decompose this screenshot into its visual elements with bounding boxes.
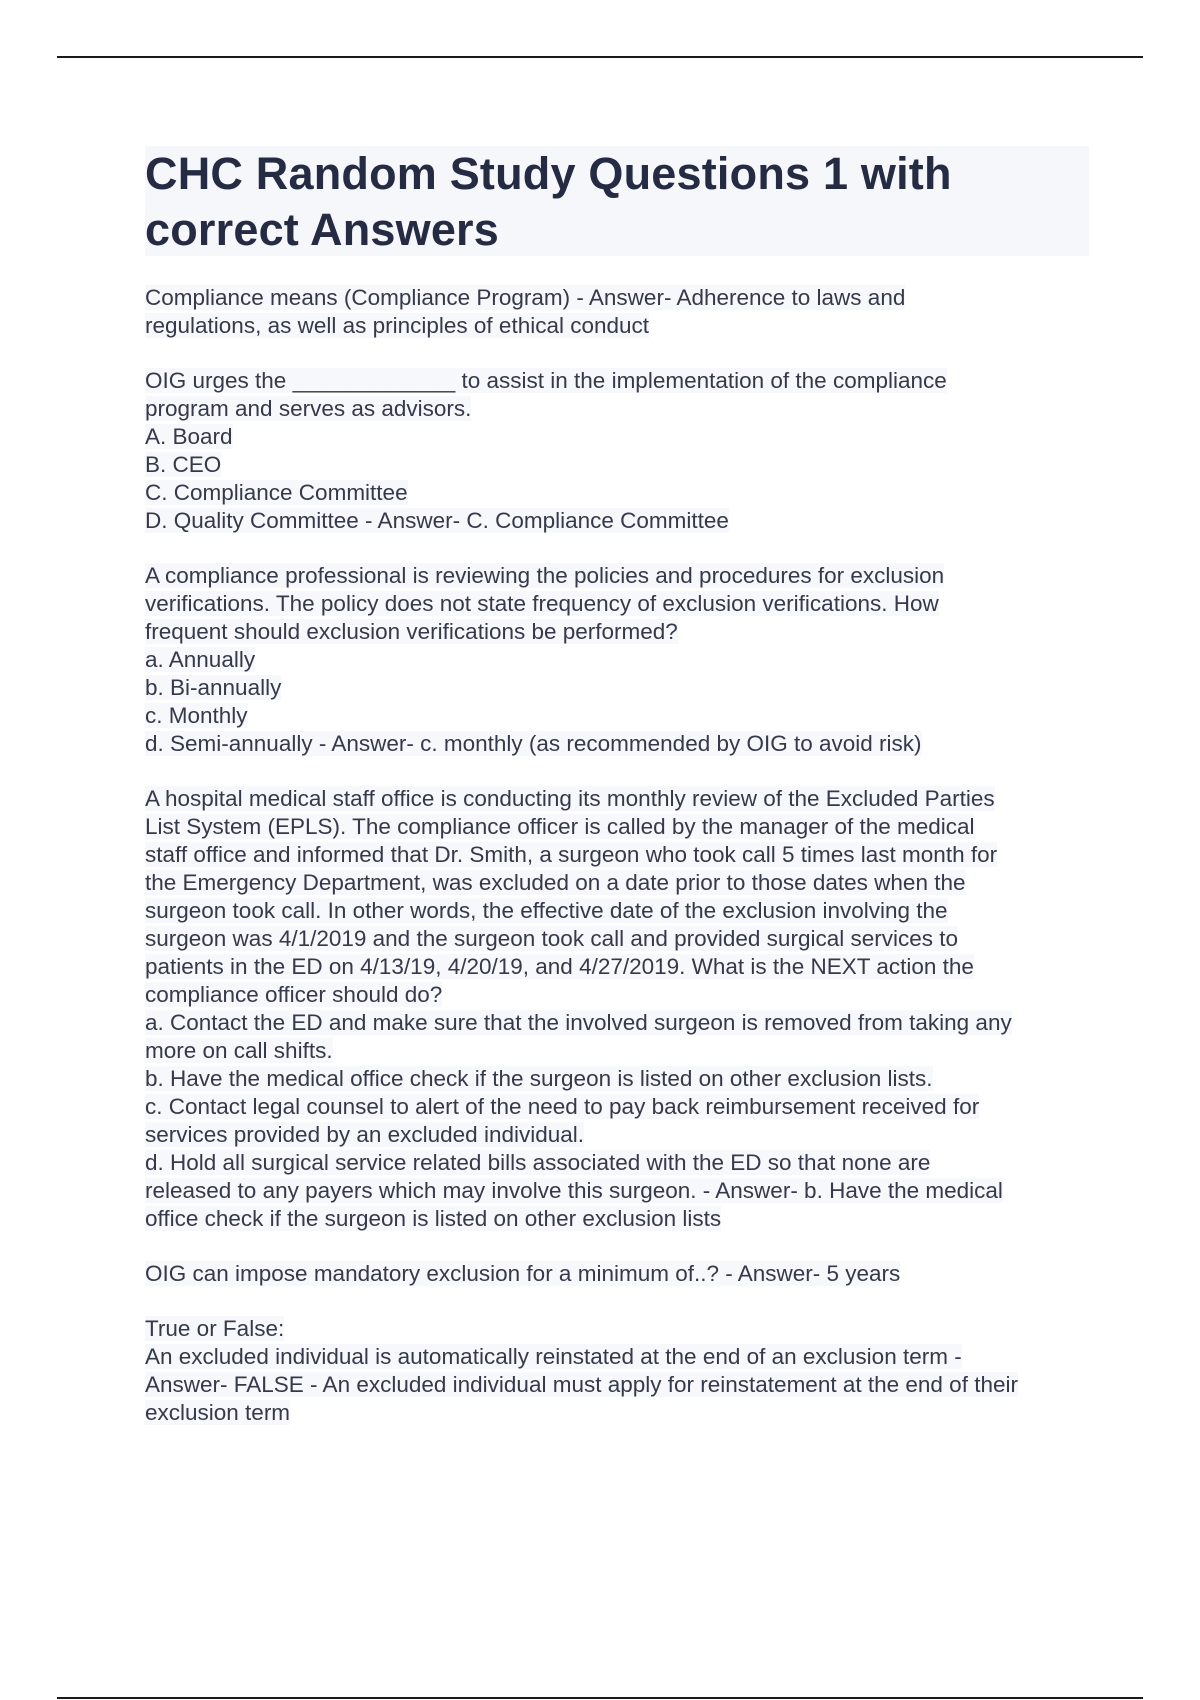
footer-rule <box>57 1697 1143 1699</box>
qa-line <box>145 981 1089 1009</box>
qa-line-text: b. Have the medical office check if the surgeon is listed on other exclusion lists. <box>145 1066 933 1091</box>
qa-line <box>145 841 1089 869</box>
qa-line-text: a. Contact the ED and make sure that the involved surgeon is removed from taking any <box>145 1010 1012 1035</box>
qa-line <box>145 897 1089 925</box>
qa-line-text: D. Quality Committee - Answer- C. Compliance Committee <box>145 508 729 533</box>
qa-line-text: d. Semi-annually - Answer- c. monthly (as recommended by OIG to avoid risk) <box>145 731 922 756</box>
qa-line-text: more on call shifts. <box>145 1038 333 1063</box>
qa-line-text: verifications. The policy does not state frequency of exclusion verifications. How <box>145 591 939 616</box>
qa-line-text: OIG can impose mandatory exclusion for a minimum of..? - Answer- 5 years <box>145 1261 901 1286</box>
qa-line <box>145 1205 1089 1233</box>
qa-line <box>145 284 1089 312</box>
qa-line-text: patients in the ED on 4/13/19, 4/20/19, and 4/27/2019. What is the NEXT action the <box>145 954 974 979</box>
qa-line <box>145 730 1089 758</box>
qa-line <box>145 785 1089 813</box>
qa-line-text: staff office and informed that Dr. Smith, a surgeon who took call 5 times last month for <box>145 842 998 867</box>
qa-line-text: exclusion term <box>145 1400 291 1425</box>
qa-line <box>145 367 1089 395</box>
qa-line <box>145 869 1089 897</box>
qa-line-text: surgeon was 4/1/2019 and the surgeon took call and provided surgical services to <box>145 926 958 951</box>
qa-line <box>145 925 1089 953</box>
qa-line <box>145 646 1089 674</box>
qa-line <box>145 1260 1089 1288</box>
qa-line <box>145 507 1089 535</box>
qa-line <box>145 423 1089 451</box>
title-block <box>145 146 1089 256</box>
qa-line <box>145 479 1089 507</box>
qa-line <box>145 702 1089 730</box>
qa-line-text: released to any payers which may involve this surgeon. - Answer- b. Have the medical <box>145 1178 1003 1203</box>
qa-line-text: regulations, as well as principles of ethical conduct <box>145 313 650 338</box>
qa-line-text: b. Bi-annually <box>145 675 282 700</box>
qa-line-text: A compliance professional is reviewing the policies and procedures for exclusion <box>145 563 945 588</box>
document-body <box>145 284 1089 1454</box>
document-title: CHC Random Study Questions 1 with correct Answers <box>145 148 952 255</box>
qa-line <box>145 618 1089 646</box>
qa-line-text: c. Monthly <box>145 703 248 728</box>
qa-line-text: d. Hold all surgical service related bills associated with the ED so that none are <box>145 1150 931 1175</box>
qa-line <box>145 1121 1089 1149</box>
qa-line-text: Compliance means (Compliance Program) - Answer- Adherence to laws and <box>145 285 906 310</box>
qa-line-text: surgeon took call. In other words, the effective date of the exclusion involving the <box>145 898 948 923</box>
qa-entry <box>145 284 1089 340</box>
qa-line <box>145 1177 1089 1205</box>
qa-line <box>145 1149 1089 1177</box>
qa-line <box>145 312 1089 340</box>
qa-line-text: B. CEO <box>145 452 222 477</box>
qa-entry <box>145 785 1089 1233</box>
qa-entry <box>145 367 1089 535</box>
qa-line-text: A. Board <box>145 424 233 449</box>
qa-line <box>145 1037 1089 1065</box>
qa-line <box>145 1093 1089 1121</box>
qa-line-text: program and serves as advisors. <box>145 396 472 421</box>
qa-line <box>145 813 1089 841</box>
qa-line <box>145 1371 1089 1399</box>
qa-line-text: List System (EPLS). The compliance officer is called by the manager of the medical <box>145 814 975 839</box>
qa-line <box>145 1315 1089 1343</box>
qa-line-text: frequent should exclusion verifications be performed? <box>145 619 678 644</box>
qa-line-text: A hospital medical staff office is conducting its monthly review of the Excluded Parties <box>145 786 995 811</box>
qa-line-text: An excluded individual is automatically reinstated at the end of an exclusion term - <box>145 1344 962 1369</box>
qa-line-text: C. Compliance Committee <box>145 480 408 505</box>
qa-line-text: Answer- FALSE - An excluded individual must apply for reinstatement at the end of their <box>145 1372 1018 1397</box>
qa-entry <box>145 562 1089 758</box>
qa-line <box>145 1343 1089 1371</box>
qa-line <box>145 590 1089 618</box>
qa-line <box>145 395 1089 423</box>
qa-line-text: compliance officer should do? <box>145 982 443 1007</box>
qa-line <box>145 562 1089 590</box>
qa-line <box>145 1009 1089 1037</box>
qa-line-text: office check if the surgeon is listed on other exclusion lists <box>145 1206 722 1231</box>
qa-line <box>145 1065 1089 1093</box>
qa-line <box>145 451 1089 479</box>
qa-line-text: OIG urges the _____________ to assist in the implementation of the compliance <box>145 368 947 393</box>
qa-line-text: a. Annually <box>145 647 256 672</box>
qa-line <box>145 674 1089 702</box>
qa-line <box>145 953 1089 981</box>
qa-line-text: services provided by an excluded individual. <box>145 1122 585 1147</box>
qa-line <box>145 1399 1089 1427</box>
qa-line-text: True or False: <box>145 1316 285 1341</box>
qa-entry <box>145 1260 1089 1288</box>
header-rule <box>57 56 1143 58</box>
qa-line-text: c. Contact legal counsel to alert of the need to pay back reimbursement received for <box>145 1094 980 1119</box>
qa-line-text: the Emergency Department, was excluded on a date prior to those dates when the <box>145 870 966 895</box>
qa-entry <box>145 1315 1089 1427</box>
